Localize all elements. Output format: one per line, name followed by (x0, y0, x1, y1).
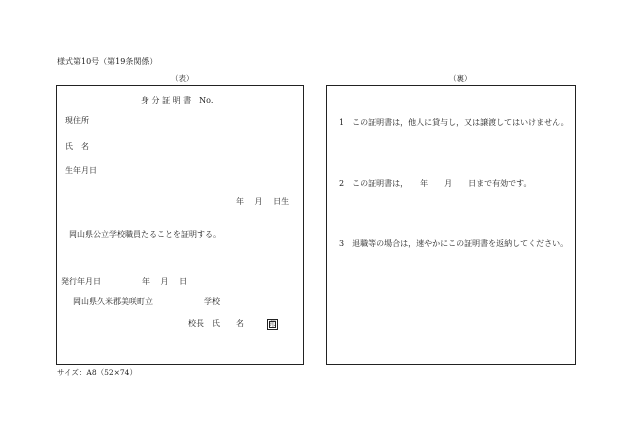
principal-label: 校長 氏 名 (188, 319, 244, 328)
back-item-2: 2 この証明書は， 年 月 日まで有効です。 (339, 179, 532, 188)
back-item-3: 3 退職等の場合は，速やかにこの証明書を返納してください。 (339, 239, 569, 248)
back-heading: （裏） (449, 74, 472, 83)
school-suffix: 学校 (204, 297, 220, 306)
size-note: サイズ：A8（52×74） (57, 368, 137, 377)
seal-stamp: 印 (269, 320, 276, 328)
address-label: 現住所 (65, 116, 89, 125)
birthdate-label: 生年月日 (65, 166, 97, 175)
issue-date-value: 年 月 日 (142, 277, 188, 286)
id-card-front (56, 85, 304, 365)
school-prefix: 岡山県久米郡美咲町立 (73, 297, 153, 306)
front-heading: （表） (171, 74, 194, 83)
name-label: 氏 名 (65, 142, 89, 151)
back-item-1: 1 この証明書は，他人に貸与し，又は譲渡してはいけません。 (339, 118, 569, 127)
issue-date-label: 発行年月日 (61, 277, 101, 286)
certify-text: 岡山県公立学校職員たることを証明する。 (69, 230, 221, 239)
card-title: 身 分 証 明 書 No. (141, 96, 214, 105)
birth-suffix: 年 月 日生 (236, 197, 290, 206)
form-title: 様式第10号（第19条関係） (57, 57, 158, 66)
id-card-back (326, 85, 576, 365)
